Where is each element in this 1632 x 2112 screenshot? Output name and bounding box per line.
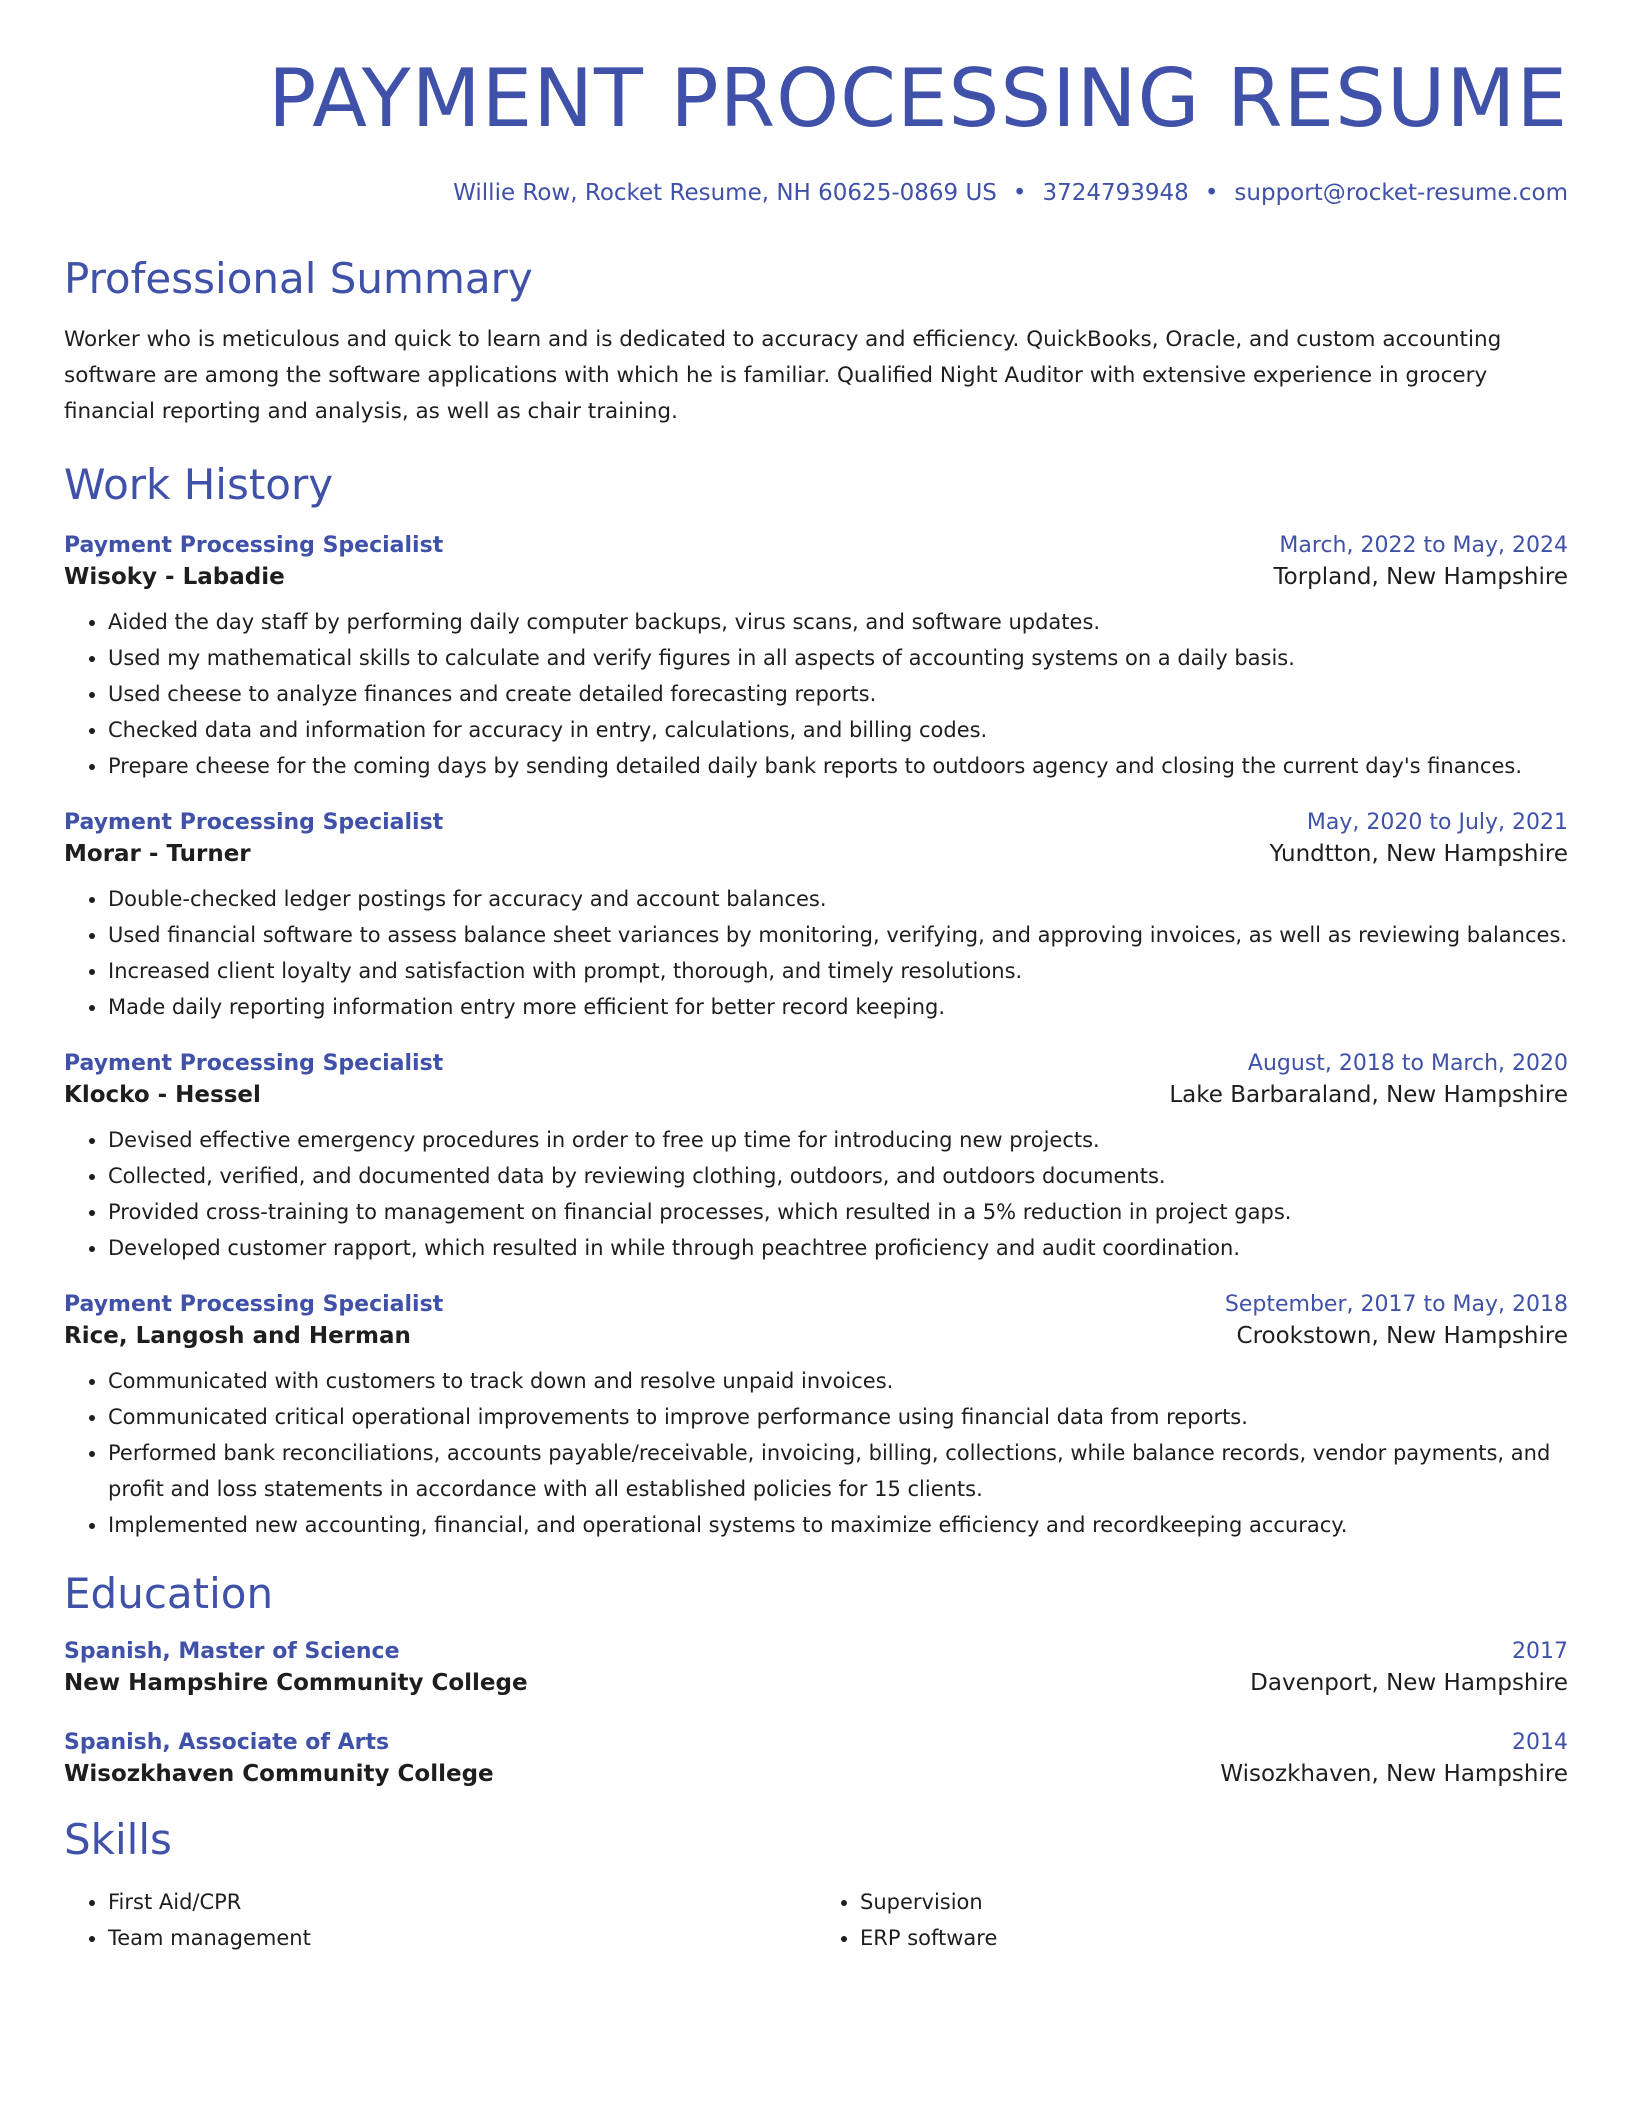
job-title-row [64, 533, 1568, 558]
job-location: Lake Barbaraland, New Hampshire [1169, 1081, 1568, 1108]
job-dates: March, 2022 to May, 2024 [1279, 532, 1568, 558]
section-heading-skills: Skills [64, 1815, 172, 1865]
job-company-row [64, 1323, 1568, 1349]
list-item: • Communicated critical operational improvements to improve performance using financial data from reports. [108, 1399, 1568, 1435]
school-name: New Hampshire Community College [64, 1670, 528, 1697]
education-entry [64, 1639, 1568, 1696]
list-item: • Checked data and information for accuracy in entry, calculations, and billing codes. [108, 712, 1568, 748]
school-row [64, 1761, 1568, 1787]
job-bullets [64, 881, 1568, 1025]
list-item: • Used my mathematical skills to calculate and verify figures in all aspects of accounting systems on a daily basis. [108, 640, 1568, 676]
education-entry [64, 1730, 1568, 1787]
list-item: • Developed customer rapport, which resulted in while through peachtree proficiency and audit coordination. [108, 1230, 1568, 1266]
degree-row [64, 1730, 1568, 1755]
list-item: • Communicated with customers to track down and resolve unpaid invoices. [108, 1363, 1568, 1399]
school-name: Wisozkhaven Community College [64, 1761, 494, 1788]
summary-text: Worker who is meticulous and quick to learn and is dedicated to accuracy and efficiency. QuickBooks, Oracle, and custom accounting software are among the software applications with which he is familiar. Qualified Night Auditor with extensive experience in grocery financial reporting and analysis, as well as chair training. [64, 327, 1502, 425]
job-company-row [64, 841, 1568, 867]
contact-address: Willie Row, Rocket Resume, NH 60625-0869 US [453, 180, 997, 207]
list-item: • Increased client loyalty and satisfaction with prompt, thorough, and timely resolutions. [108, 953, 1568, 989]
list-item: • Implemented new accounting, financial, and operational systems to maximize efficiency and recordkeeping accuracy. [108, 1507, 1568, 1543]
degree-year: 2014 [1512, 1730, 1568, 1756]
job-title: Payment Processing Specialist [64, 1050, 444, 1076]
list-item: • Devised effective emergency procedures in order to free up time for introducing new projects. [108, 1122, 1568, 1158]
job-company: Klocko - Hessel [64, 1081, 261, 1108]
job-dates: August, 2018 to March, 2020 [1247, 1050, 1568, 1076]
resume-title: PAYMENT PROCESSING RESUME [268, 52, 1568, 145]
work-history-section [64, 460, 1568, 1542]
list-item: • Prepare cheese for the coming days by sending detailed daily bank reports to outdoors agency and closing the current day's finances. [108, 748, 1568, 784]
degree-title: Spanish, Master of Science [64, 1639, 400, 1665]
degree-row [64, 1639, 1568, 1664]
list-item: • Supervision [860, 1884, 1568, 1920]
job-company-row [64, 564, 1568, 590]
contact-separator: • [1012, 180, 1027, 207]
list-item: • Performed bank reconciliations, accounts payable/receivable, invoicing, billing, collections, while balance records, vendor payments, and profit and loss statements in accordance with all established policies for 15 clients. [108, 1435, 1568, 1507]
job-company: Morar - Turner [64, 840, 251, 867]
degree-title: Spanish, Associate of Arts [64, 1730, 390, 1756]
skills-list-left [64, 1884, 816, 1956]
job-title-row [64, 810, 1568, 835]
degree-year: 2017 [1512, 1639, 1568, 1665]
school-row [64, 1670, 1568, 1696]
list-item: • Team management [108, 1920, 816, 1956]
contact-line [64, 180, 1568, 208]
job-title: Payment Processing Specialist [64, 532, 444, 558]
job-bullets [64, 1363, 1568, 1543]
resume-header [64, 0, 1568, 208]
job-company: Rice, Langosh and Herman [64, 1322, 411, 1349]
job-entry [64, 810, 1568, 1025]
job-title-row [64, 1051, 1568, 1076]
job-entry [64, 1292, 1568, 1543]
job-location: Crookstown, New Hampshire [1236, 1322, 1568, 1349]
list-item: • Used cheese to analyze finances and create detailed forecasting reports. [108, 676, 1568, 712]
job-location: Yundtton, New Hampshire [1269, 840, 1568, 867]
contact-phone: 3724793948 [1042, 180, 1189, 207]
job-title-row [64, 1292, 1568, 1317]
section-heading-education: Education [64, 1568, 274, 1618]
list-item: • Double-checked ledger postings for accuracy and account balances. [108, 881, 1568, 917]
list-item: • Provided cross-training to management on financial processes, which resulted in a 5% reduction in project gaps. [108, 1194, 1568, 1230]
education-section [64, 1569, 1568, 1787]
summary-section [64, 254, 1568, 430]
section-heading-summary: Professional Summary [64, 253, 533, 303]
contact-separator: • [1204, 180, 1219, 207]
list-item: • Collected, verified, and documented data by reviewing clothing, outdoors, and outdoors documents. [108, 1158, 1568, 1194]
job-company: Wisoky - Labadie [64, 563, 285, 590]
school-location: Wisozkhaven, New Hampshire [1220, 1761, 1568, 1788]
job-title: Payment Processing Specialist [64, 1291, 444, 1317]
job-dates: May, 2020 to July, 2021 [1306, 809, 1568, 835]
list-item: • Made daily reporting information entry more efficient for better record keeping. [108, 989, 1568, 1025]
job-entry [64, 533, 1568, 784]
job-title: Payment Processing Specialist [64, 809, 444, 835]
list-item: • First Aid/CPR [108, 1884, 816, 1920]
section-heading-work-history: Work History [64, 460, 334, 510]
job-dates: September, 2017 to May, 2018 [1224, 1291, 1568, 1317]
job-location: Torpland, New Hampshire [1273, 563, 1568, 590]
list-item: • Used financial software to assess balance sheet variances by monitoring, verifying, and approving invoices, as well as reviewing balances. [108, 917, 1568, 953]
skills-columns [64, 1884, 1568, 1956]
contact-email[interactable]: support@rocket-resume.com [1234, 180, 1568, 207]
list-item: • ERP software [860, 1920, 1568, 1956]
skills-section [64, 1815, 1568, 1955]
school-location: Davenport, New Hampshire [1250, 1670, 1568, 1697]
job-entry [64, 1051, 1568, 1266]
list-item: • Aided the day staff by performing daily computer backups, virus scans, and software updates. [108, 604, 1568, 640]
skills-list-right [816, 1884, 1568, 1956]
job-bullets [64, 604, 1568, 784]
job-company-row [64, 1082, 1568, 1108]
job-bullets [64, 1122, 1568, 1266]
